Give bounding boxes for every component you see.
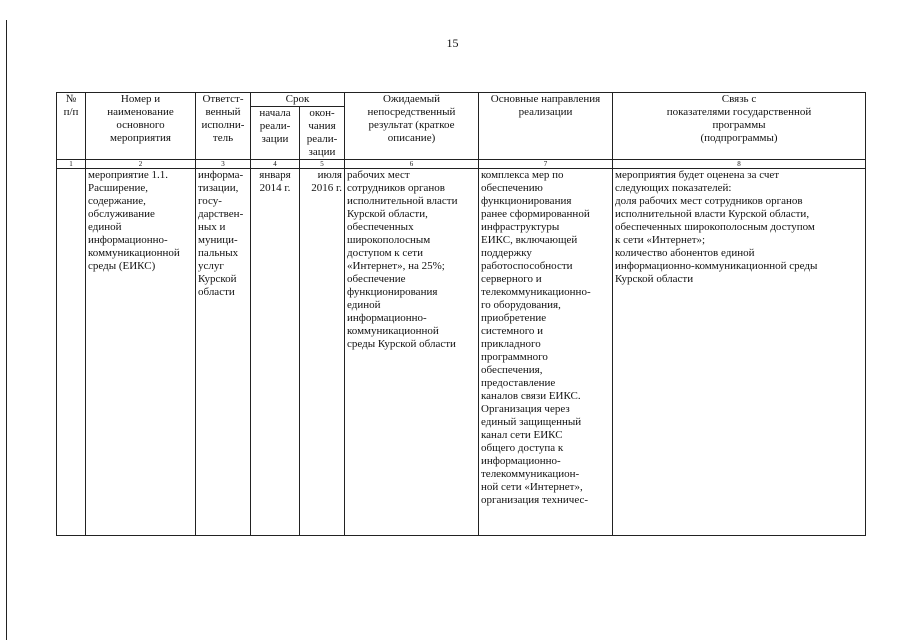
column-number: 6 xyxy=(345,160,479,169)
cell-directions: комплекса мер по обеспечению функционирования ранее сформированной инфраструктуры ЕИКС, включающей поддержку работоспособности серверного и телекоммуникационно- го оборудования, приобретение системного и прикладного программного обеспечения, предоставление каналов связи ЕИКС. Организация через единый защищенный канал сети ЕИКС общего доступа к информационно- телекоммуникацион- ной сети «Интернет», организация техничес- xyxy=(479,169,613,536)
table-row xyxy=(57,169,866,536)
column-number: 5 xyxy=(300,160,345,169)
page-binding-line xyxy=(6,20,7,640)
header-result: Ожидаемый непосредственный результат (краткое описание) xyxy=(345,93,479,160)
cell-result: рабочих мест сотрудников органов исполнительной власти Курской области, обеспеченных широкополосным доступом к сети «Интернет», на 25%; обеспечение функционирования единой информационно- коммуникационной среды Курской области xyxy=(345,169,479,536)
column-number: 4 xyxy=(251,160,300,169)
cell-link: мероприятия будет оценена за счет следующих показателей: доля рабочих мест сотрудников органов исполнительной власти Курской области, обеспеченных широкополосным доступом к сети «Интернет»; количество абонентов единой информационно-коммуникационной среды Курской области xyxy=(613,169,866,536)
header-name: Номер и наименование основного мероприятия xyxy=(86,93,196,160)
header-num: № п/п xyxy=(57,93,86,160)
cell-end: июля 2016 г. xyxy=(300,169,345,536)
column-numbers-row xyxy=(57,160,866,169)
column-number: 3 xyxy=(196,160,251,169)
column-number: 2 xyxy=(86,160,196,169)
cell-name: мероприятие 1.1. Расширение, содержание, обслуживание единой информационно- коммуникационной среды (ЕИКС) xyxy=(86,169,196,536)
header-term: Срок xyxy=(251,93,345,107)
header-end: окон- чания реали- зации xyxy=(300,107,345,160)
column-number: 1 xyxy=(57,160,86,169)
header-executor: Ответст- венный исполни- тель xyxy=(196,93,251,160)
measures-table xyxy=(56,92,866,536)
column-number: 8 xyxy=(613,160,866,169)
cell-executor: информа- тизации, госу- дарствен- ных и муници- пальных услуг Курской области xyxy=(196,169,251,536)
page-number: 15 xyxy=(446,36,459,50)
column-number: 7 xyxy=(479,160,613,169)
table-header-row xyxy=(57,93,866,107)
cell-start: января 2014 г. xyxy=(251,169,300,536)
header-start: начала реали- зации xyxy=(251,107,300,160)
header-link: Связь с показателями государственной программы (подпрограммы) xyxy=(613,93,866,160)
cell-num xyxy=(57,169,86,536)
header-directions: Основные направления реализации xyxy=(479,93,613,160)
